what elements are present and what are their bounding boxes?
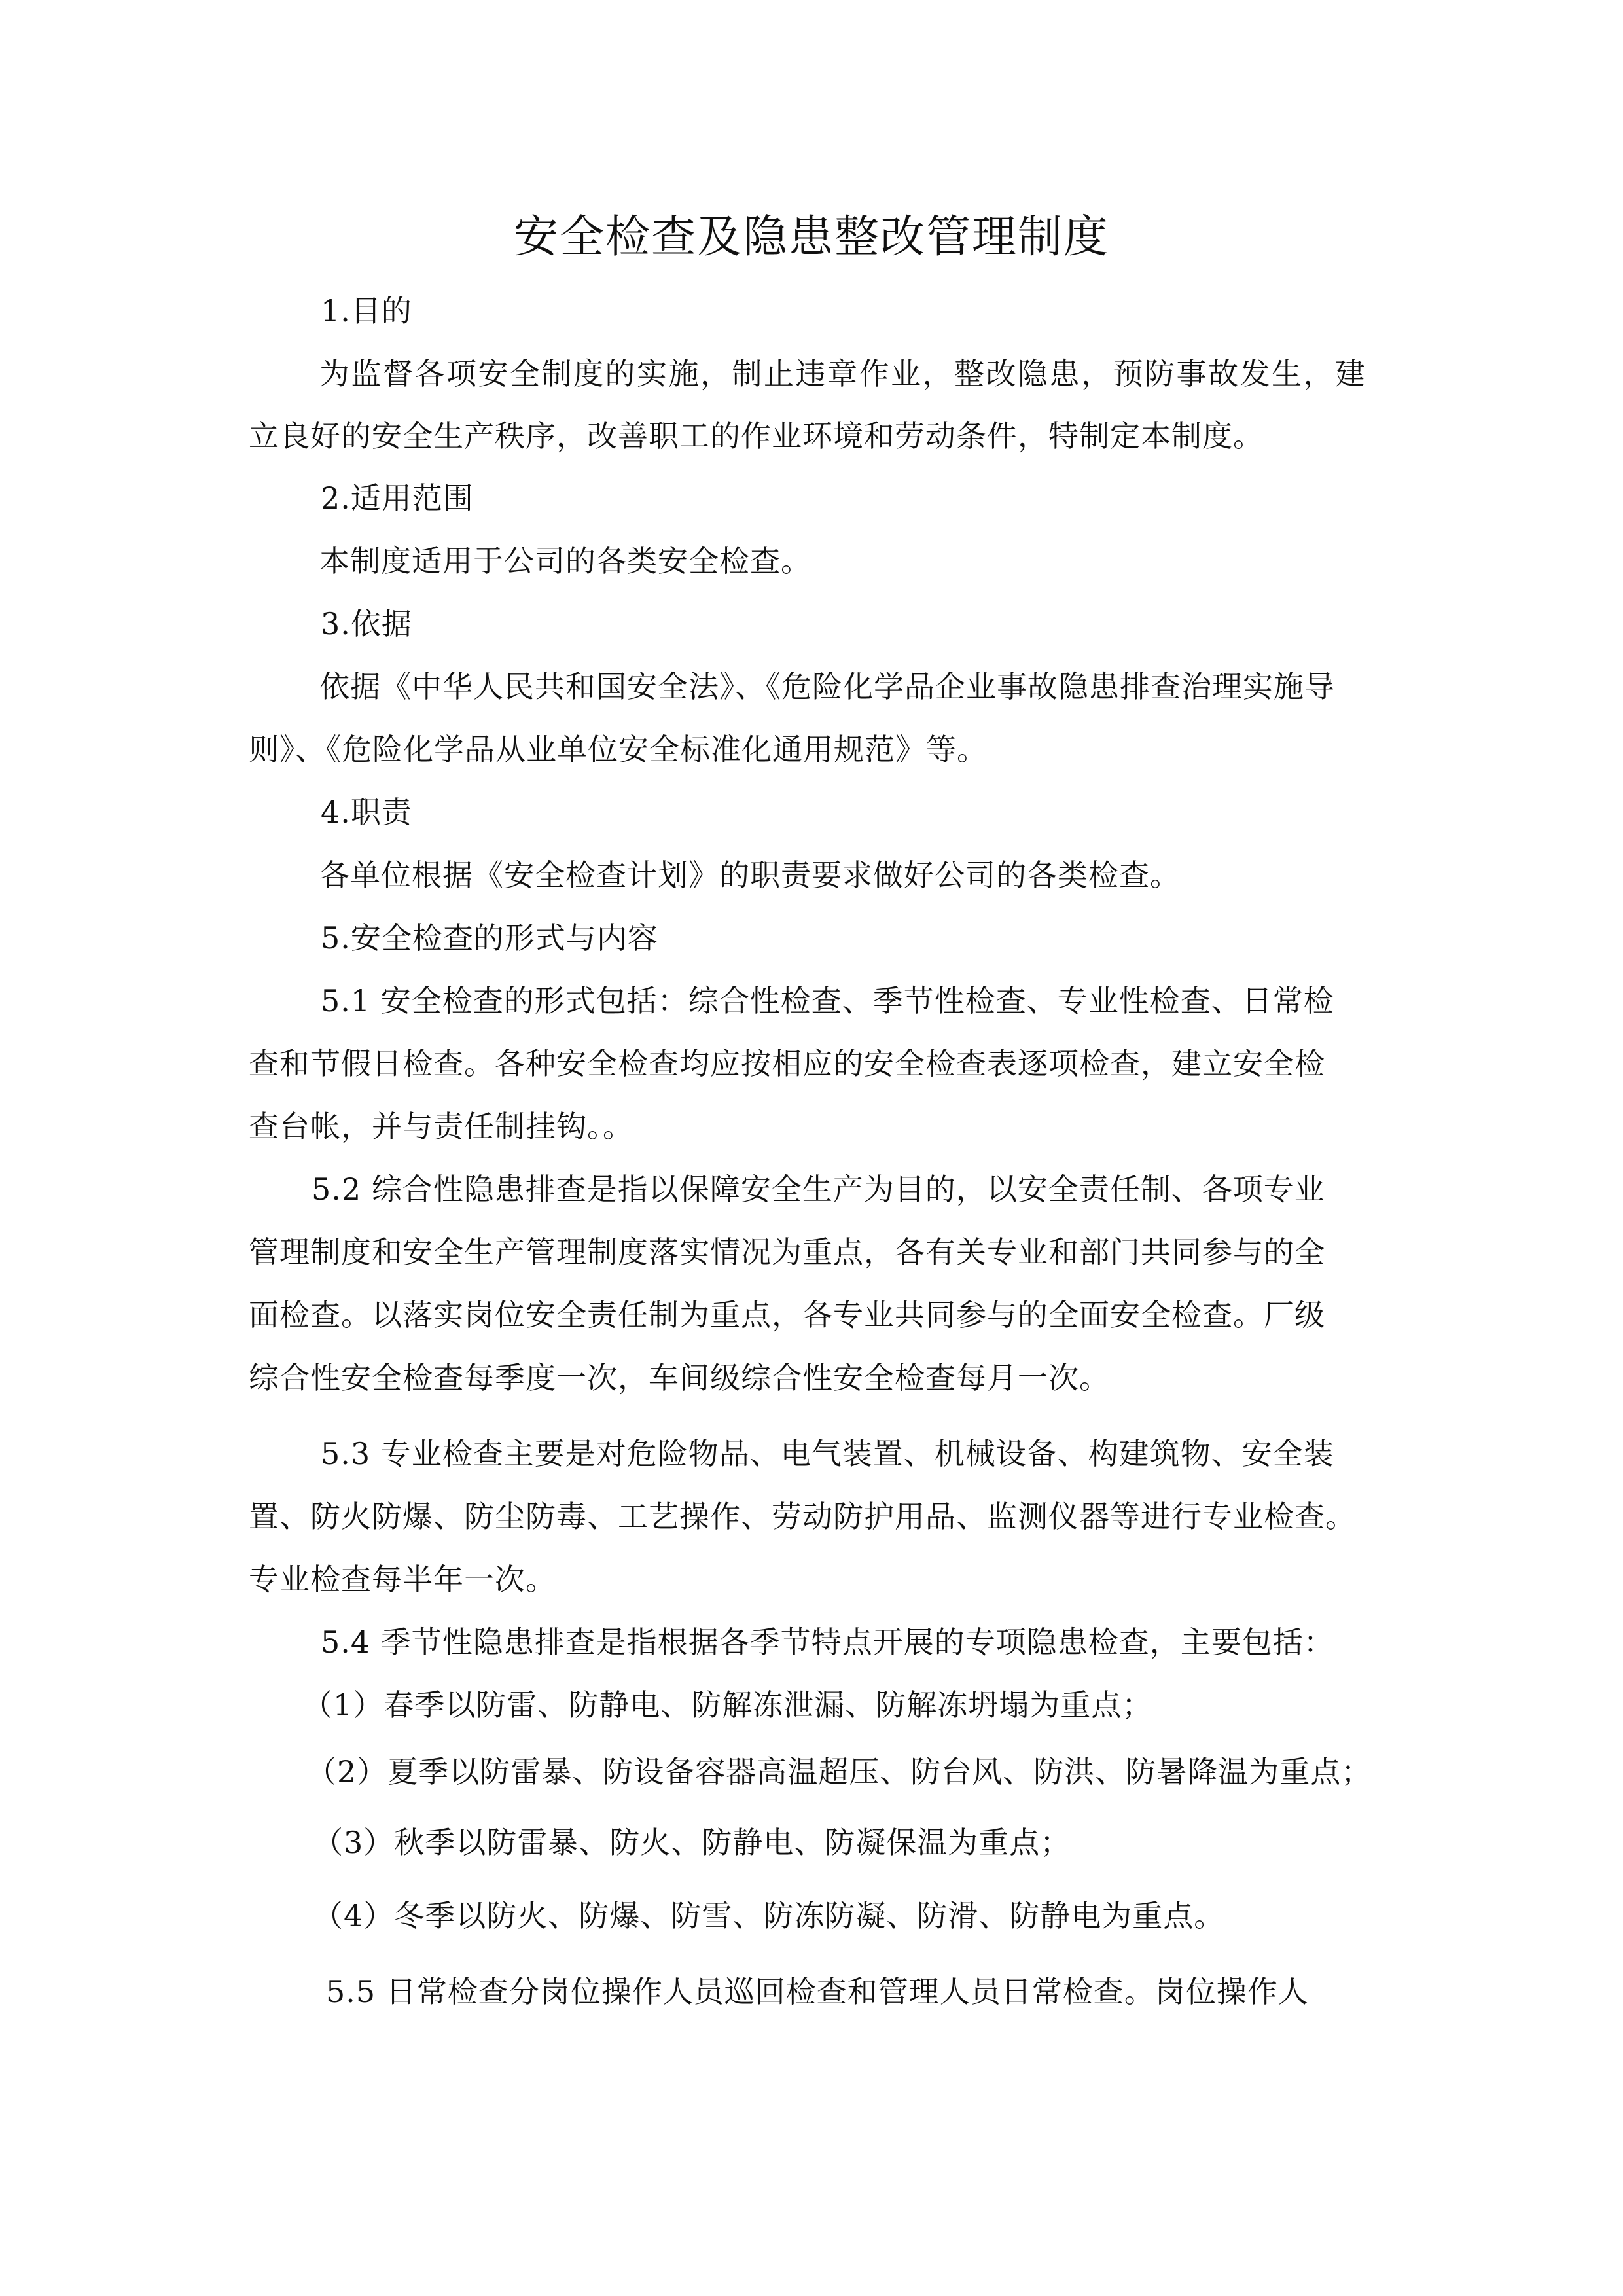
section-5-2-line-3: 面检查。以落实岗位安全责任制为重点，各专业共同参与的全面安全检查。厂级 [249,1297,1325,1333]
section-5-2-line-1: 5.2 综合性隐患排查是指以保障安全生产为目的，以安全责任制、各项专业 [312,1172,1325,1207]
section-1-text-line-1: 为监督各项安全制度的实施，制止违章作业，整改隐患，预防事故发生，建 [319,356,1367,391]
section-3-heading: 3.依据 [321,606,412,641]
section-3-text-line-2: 则》、《危险化学品从业单位安全标准化通用规范》等。 [249,732,988,767]
section-1-text-line-2: 立良好的安全生产秩序，改善职工的作业环境和劳动条件，特制定本制度。 [249,418,1264,454]
section-5-2-line-4: 综合性安全检查每季度一次，车间级综合性安全检查每月一次。 [249,1360,1110,1395]
section-5-3-line-1: 5.3 专业检查主要是对危险物品、电气装置、机械设备、构建筑物、安全装 [321,1436,1334,1471]
section-5-3-line-3: 专业检查每半年一次。 [249,1562,556,1597]
section-5-1-line-3: 查台帐，并与责任制挂钩。。 [249,1109,633,1144]
section-5-4-item-2: （2）夏季以防雷暴、防设备容器高温超压、防台风、防洪、防暑降温为重点； [306,1754,1372,1789]
section-5-4-item-3: （3）秋季以防雷暴、防火、防静电、防凝保温为重点； [313,1825,1071,1860]
section-5-5-line-1: 5.5 日常检查分岗位操作人员巡回检查和管理人员日常检查。岗位操作人 [326,1974,1309,2009]
section-5-2-line-2: 管理制度和安全生产管理制度落实情况为重点，各有关专业和部门共同参与的全 [249,1234,1325,1270]
section-5-3-line-2: 置、防火防爆、防尘防毒、工艺操作、劳动防护用品、监测仪器等进行专业检查。 [249,1499,1356,1534]
section-5-1-line-2: 查和节假日检查。各种安全检查均应按相应的安全检查表逐项检查，建立安全检 [249,1046,1325,1081]
section-2-heading: 2.适用范围 [321,480,474,516]
section-5-4-item-1: （1）春季以防雷、防静电、防解冻泄漏、防解冻坍塌为重点； [302,1687,1153,1723]
section-5-4-line-1: 5.4 季节性隐患排查是指根据各季节特点开展的专项隐患检查，主要包括： [321,1624,1334,1660]
section-4-heading: 4.职责 [321,795,412,830]
section-3-text-line-1: 依据《中华人民共和国安全法》、《危险化学品企业事故隐患排查治理实施导 [319,669,1335,704]
section-5-heading: 5.安全检查的形式与内容 [321,920,658,956]
section-5-1-line-1: 5.1 安全检查的形式包括：综合性检查、季节性检查、专业性检查、日常检 [321,983,1334,1018]
section-5-4-item-4: （4）冬季以防火、防爆、防雪、防冻防凝、防滑、防静电为重点。 [313,1898,1225,1933]
section-4-text: 各单位根据《安全检查计划》的职责要求做好公司的各类检查。 [319,857,1181,893]
document-title: 安全检查及隐患整改管理制度 [513,211,1109,263]
section-2-text: 本制度适用于公司的各类安全检查。 [319,543,812,579]
section-1-heading: 1.目的 [321,293,412,329]
